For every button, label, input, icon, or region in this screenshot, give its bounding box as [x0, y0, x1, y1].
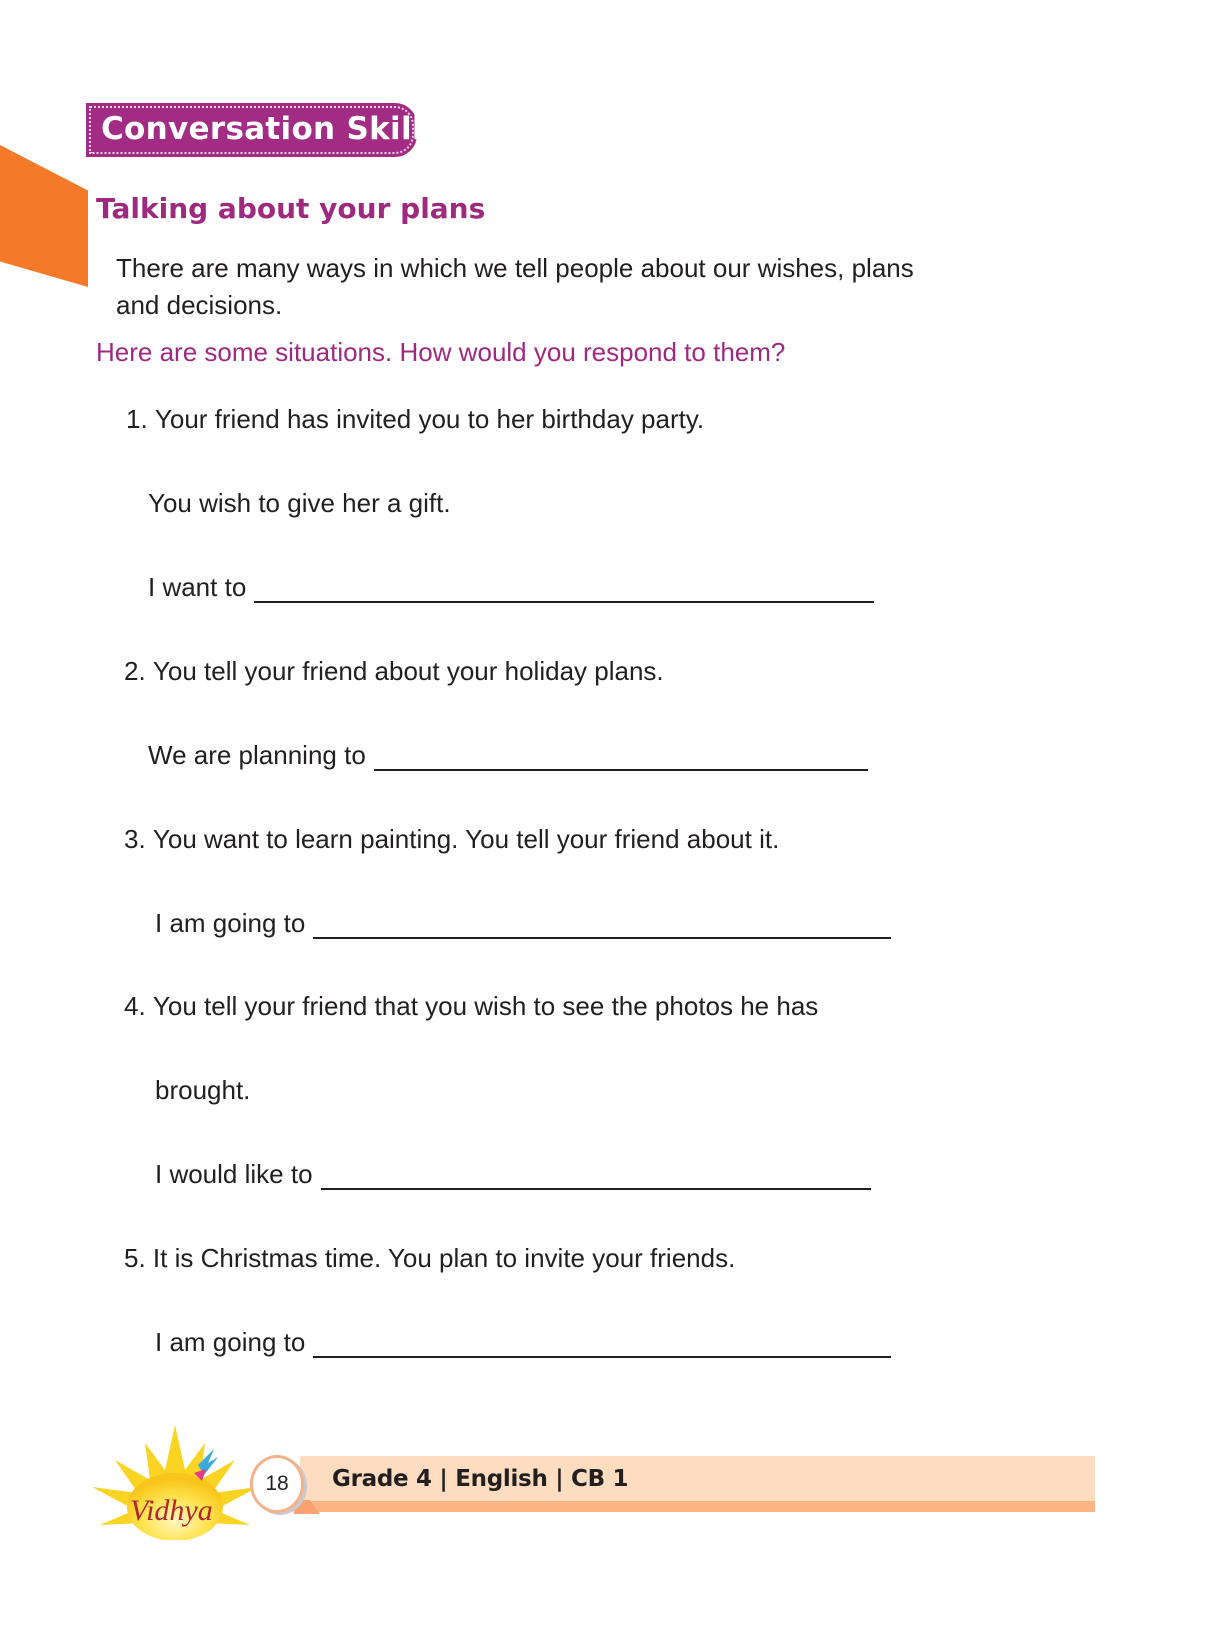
page-number: 18: [250, 1455, 304, 1513]
footer-strip: [300, 1501, 1095, 1512]
question-2: [124, 656, 664, 687]
response-stem: I would like to: [155, 1159, 313, 1189]
question-5: [124, 1243, 735, 1274]
response-line-3: [155, 908, 891, 939]
section-badge-label: Conversation Skills: [101, 111, 442, 147]
question-number: 1.: [126, 404, 148, 434]
response-line-1: [148, 572, 874, 603]
response-stem: We are planning to: [148, 740, 366, 770]
question-4: [124, 991, 818, 1022]
footer-bar: [300, 1456, 1095, 1512]
intro-paragraph: There are many ways in which we tell people about our wishes, plans and decisions.: [116, 253, 914, 320]
answer-blank-1[interactable]: [254, 581, 874, 603]
svg-text:Vidhya: Vidhya: [130, 1494, 213, 1527]
response-line-5: [155, 1327, 891, 1358]
answer-blank-4[interactable]: [321, 1168, 871, 1190]
answer-blank-2[interactable]: [374, 749, 868, 771]
page-heading: Talking about your plans: [96, 192, 486, 225]
question-4-continued: brought.: [155, 1075, 251, 1105]
response-line-2: [148, 740, 868, 771]
question-text: It is Christmas time. You plan to invite your friends.: [152, 1243, 736, 1273]
book-info: Grade 4 | English | CB 1: [332, 1466, 629, 1492]
question-text: You want to learn painting. You tell your friend about it.: [152, 824, 780, 854]
question-text: You tell your friend that you wish to see the photos he has: [152, 991, 819, 1021]
response-stem: I am going to: [155, 908, 306, 938]
answer-blank-5[interactable]: [313, 1336, 891, 1358]
section-badge: [86, 103, 442, 157]
instruction-prompt: Here are some situations. How would you respond to them?: [96, 337, 786, 367]
sun-icon: [90, 1425, 260, 1540]
response-line-4: [155, 1159, 871, 1190]
question-number: 5.: [124, 1243, 146, 1273]
answer-blank-3[interactable]: [313, 917, 891, 939]
question-1-detail: You wish to give her a gift.: [148, 488, 451, 518]
question-number: 3.: [124, 824, 146, 854]
question-text: Your friend has invited you to her birthday party.: [154, 404, 705, 434]
question-number: 4.: [124, 991, 146, 1021]
question-3: [124, 824, 779, 855]
response-stem: I am going to: [155, 1327, 306, 1357]
response-stem: I want to: [148, 572, 247, 602]
question-number: 2.: [124, 656, 146, 686]
orange-decorative-tab: [0, 145, 88, 287]
vidhya-logo: [90, 1425, 260, 1540]
question-1: [126, 404, 704, 435]
question-text: You tell your friend about your holiday plans.: [152, 656, 664, 686]
